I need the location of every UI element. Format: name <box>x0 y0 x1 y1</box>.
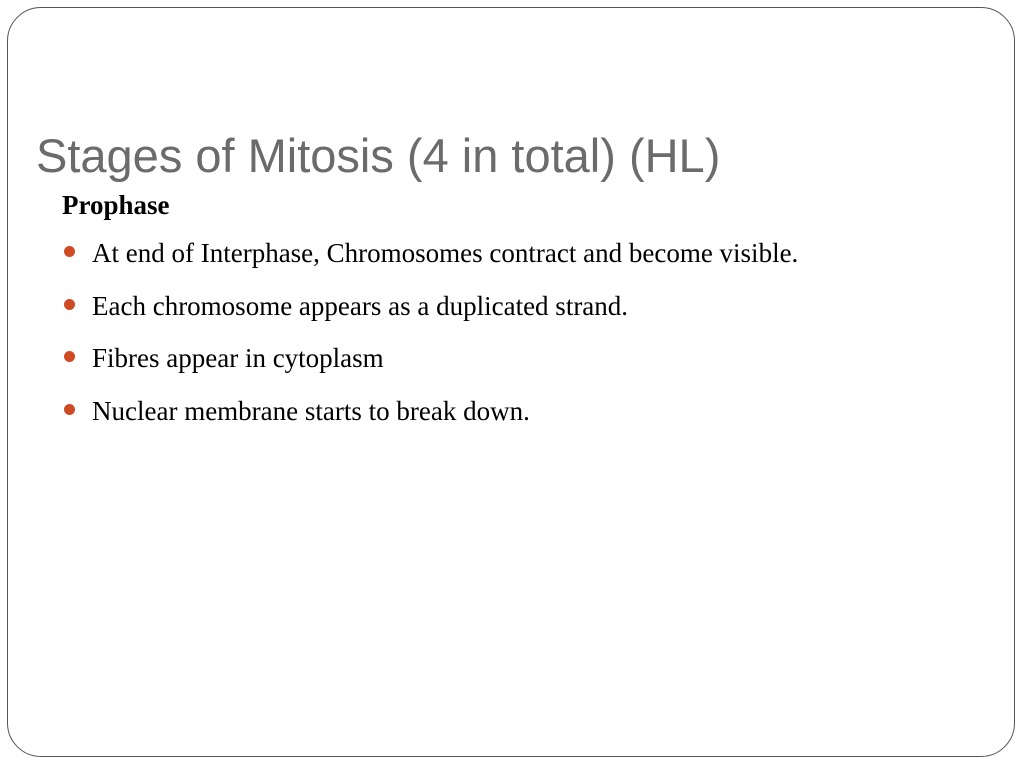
slide-title: Stages of Mitosis (4 in total) (HL) <box>36 129 721 182</box>
bullet-list <box>62 234 992 430</box>
bullet-text: Fibres appear in cytoplasm <box>92 343 384 373</box>
section-subheading: Prophase <box>62 190 170 220</box>
bullet-item <box>62 287 992 325</box>
bullet-item <box>62 234 992 272</box>
bullet-item <box>62 339 992 377</box>
bullet-dot-icon <box>64 299 75 310</box>
bullet-dot-icon <box>64 246 75 257</box>
bullet-dot-icon <box>64 351 75 362</box>
bullet-text: Each chromosome appears as a duplicated strand. <box>92 290 629 321</box>
slide-body <box>62 186 992 444</box>
bullet-item <box>62 392 992 430</box>
bullet-text: At end of Interphase, Chromosomes contract and become visible. <box>92 238 799 268</box>
bullet-dot-icon <box>64 404 75 415</box>
bullet-text: Nuclear membrane starts to break down. <box>92 395 530 426</box>
